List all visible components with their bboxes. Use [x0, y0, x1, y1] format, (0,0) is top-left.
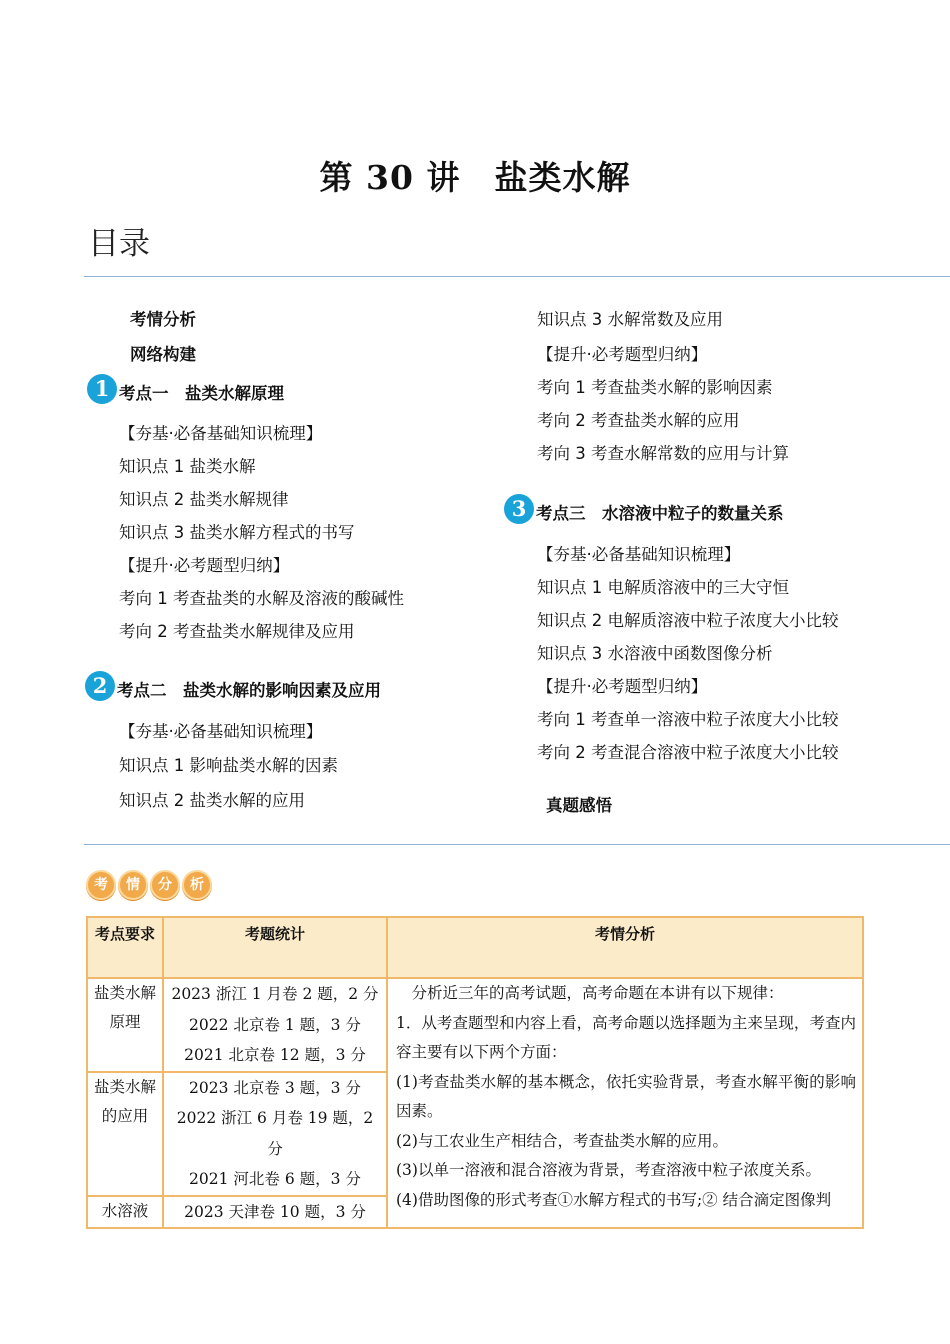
toc-entry[interactable]: 知识点 2 电解质溶液中粒子浓度大小比较 [537, 611, 839, 630]
statistics-cell [163, 1196, 387, 1229]
toc-entry[interactable]: 知识点 1 影响盐类水解的因素 [119, 756, 338, 775]
toc-entry[interactable]: 考向 2 考查盐类水解规律及应用 [119, 622, 355, 641]
header-analysis: 考情分析 [387, 917, 863, 978]
section-badge-exam-analysis [86, 870, 212, 900]
toc-entry[interactable]: 考向 2 考查混合溶液中粒子浓度大小比较 [537, 743, 839, 762]
stat-line: 2023 浙江 1 月卷 2 题，2 分 [171, 985, 379, 1003]
toc-entry[interactable]: 网络构建 [130, 345, 196, 364]
toc-entry[interactable]: 知识点 1 电解质溶液中的三大守恒 [537, 578, 789, 597]
table-header-row [87, 917, 863, 978]
toc-entry[interactable]: 考向 1 考查盐类水解的影响因素 [537, 378, 773, 397]
header-statistics: 考题统计 [163, 917, 387, 978]
stat-line: 2021 河北卷 6 题，3 分 [189, 1170, 361, 1188]
toc-entry[interactable]: 知识点 1 盐类水解 [119, 457, 256, 476]
toc-entry[interactable]: 考情分析 [130, 310, 196, 329]
header-requirement: 考点要求 [87, 917, 163, 978]
stat-line: 2022 北京卷 1 题，3 分 [189, 1015, 361, 1034]
toc-entry[interactable]: 考向 1 考查盐类的水解及溶液的酸碱性 [119, 589, 404, 608]
badge-char: 情 [118, 870, 148, 900]
statistics-cell [163, 1072, 387, 1196]
stat-line: 2022 浙江 6 月卷 19 题，2 分 [176, 1109, 374, 1158]
stat-line: 2021 北京卷 12 题，3 分 [184, 1046, 366, 1064]
toc-entry[interactable]: 【夯基·必备基础知识梳理】 [119, 424, 323, 443]
toc-entry[interactable]: 知识点 2 盐类水解的应用 [119, 791, 305, 810]
analysis-paragraph: (4)借助图像的形式考查①水解方程式的书写;② 结合滴定图像判 [396, 1190, 832, 1209]
toc-entry[interactable]: 真题感悟 [546, 796, 612, 815]
toc-entry[interactable]: 知识点 3 水溶液中函数图像分析 [537, 644, 773, 663]
statistics-cell [163, 978, 387, 1072]
toc-entry[interactable]: 【夯基·必备基础知识梳理】 [537, 545, 741, 564]
analysis-paragraph: (3)以单一溶液和混合溶液为背景，考查溶液中粒子浓度关系。 [396, 1161, 821, 1179]
toc-section-heading[interactable]: 考点三 水溶液中粒子的数量关系 [536, 504, 784, 523]
analysis-paragraph: (1)考查盐类水解的基本概念，依托实验背景，考查水解平衡的影响因素。 [396, 1072, 856, 1120]
toc-entry[interactable]: 考向 3 考查水解常数的应用与计算 [537, 444, 789, 463]
stat-line: 2023 天津卷 10 题，3 分 [184, 1202, 366, 1221]
requirement-cell: 水溶液 [87, 1196, 163, 1229]
toc-section-heading[interactable]: 考点二 盐类水解的影响因素及应用 [117, 681, 381, 700]
requirement-cell: 盐类水解原理 [87, 978, 163, 1072]
toc-entry[interactable]: 知识点 3 水解常数及应用 [537, 310, 723, 329]
section-number-icon: 2 [85, 671, 115, 701]
analysis-paragraph: 1．从考查题型和内容上看，高考命题以选择题为主来呈现，考查内容主要有以下两个方面： [396, 1013, 856, 1061]
toc-entry[interactable]: 【提升·必考题型归纳】 [537, 345, 708, 364]
analysis-paragraph: 分析近三年的高考试题，高考命题在本讲有以下规律： [396, 984, 784, 1002]
analysis-paragraph: (2)与工农业生产相结合，考查盐类水解的应用。 [396, 1131, 728, 1150]
badge-char: 析 [182, 870, 212, 900]
toc-entry[interactable]: 考向 2 考查盐类水解的应用 [537, 411, 740, 430]
analysis-cell [387, 978, 863, 1228]
toc-entry[interactable]: 【夯基·必备基础知识梳理】 [119, 722, 323, 741]
toc-top-divider [84, 276, 950, 277]
section-number-icon: 1 [87, 374, 117, 404]
exam-analysis-table [86, 916, 864, 1229]
badge-char: 分 [150, 870, 180, 900]
stat-line: 2023 北京卷 3 题，3 分 [189, 1078, 361, 1097]
toc-entry[interactable]: 知识点 3 盐类水解方程式的书写 [119, 523, 355, 542]
toc-entry[interactable]: 【提升·必考题型归纳】 [537, 677, 708, 696]
toc-heading: 目录 [88, 226, 150, 262]
toc-entry[interactable]: 考向 1 考查单一溶液中粒子浓度大小比较 [537, 710, 839, 729]
page-title: 第 30 讲 盐类水解 [319, 158, 631, 197]
section-number-icon: 3 [504, 494, 534, 524]
toc-section-heading[interactable]: 考点一 盐类水解原理 [119, 384, 284, 403]
table-row [87, 978, 863, 1072]
toc-bottom-divider [84, 844, 950, 845]
badge-char: 考 [86, 870, 116, 900]
requirement-cell: 盐类水解的应用 [87, 1072, 163, 1196]
toc-entry[interactable]: 知识点 2 盐类水解规律 [119, 490, 289, 509]
toc-entry[interactable]: 【提升·必考题型归纳】 [119, 556, 290, 575]
